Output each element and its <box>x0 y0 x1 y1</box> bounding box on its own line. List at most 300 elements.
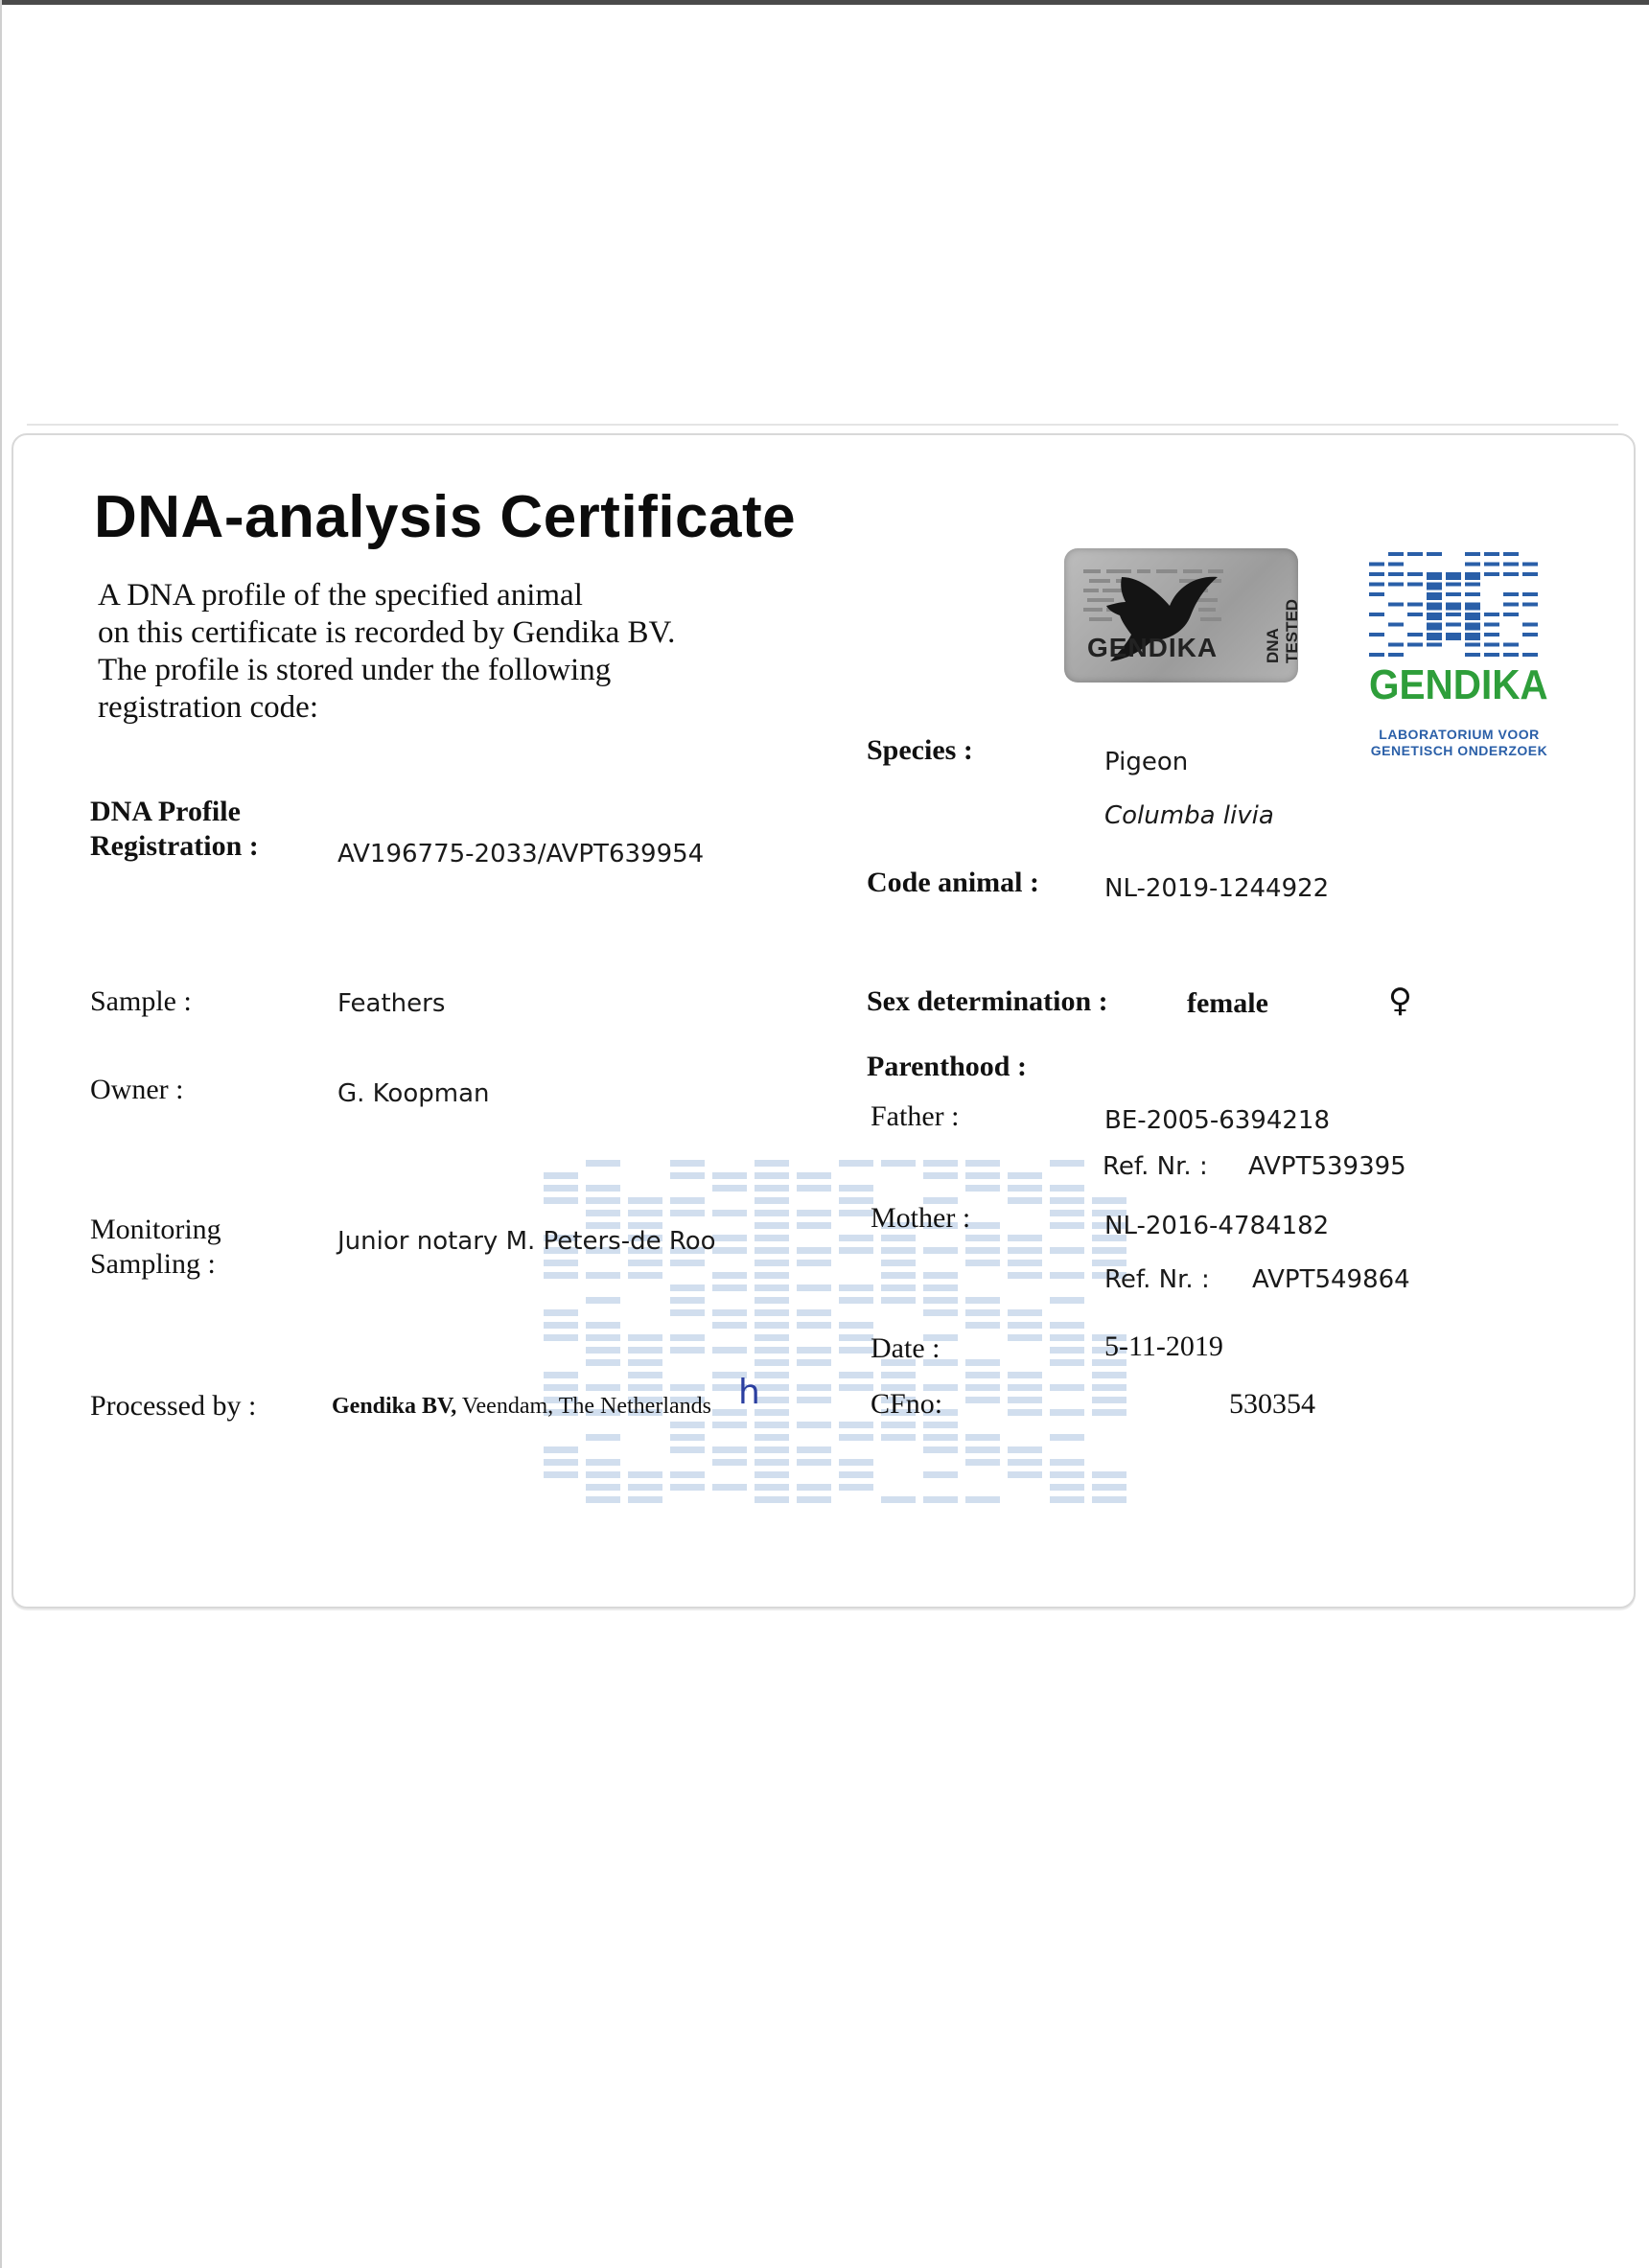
watermark-block <box>670 1446 705 1453</box>
watermark-block <box>839 1347 873 1354</box>
watermark-block <box>839 1160 873 1167</box>
card-edge <box>27 424 1618 426</box>
watermark-block <box>670 1172 705 1179</box>
watermark-block <box>755 1459 789 1466</box>
seal-side-text: DNA TESTED <box>1264 598 1301 663</box>
watermark-block <box>797 1384 831 1391</box>
watermark-block <box>1092 1496 1126 1503</box>
species-latin: Columba livia <box>1104 801 1274 830</box>
watermark-block <box>881 1260 916 1266</box>
watermark-block <box>670 1422 705 1428</box>
mother-ref-label: Ref. Nr. : <box>1104 1265 1210 1294</box>
logo-block <box>1446 603 1461 611</box>
watermark-block <box>586 1484 620 1491</box>
sex-value: female <box>1187 987 1268 1019</box>
father-label: Father : <box>871 1100 960 1132</box>
logo-block <box>1503 592 1519 596</box>
watermark-block <box>628 1260 662 1266</box>
watermark-block <box>839 1284 873 1291</box>
logo-block <box>1369 633 1384 636</box>
watermark-block <box>797 1284 831 1291</box>
logo-block <box>1427 592 1442 600</box>
cfno-value: 530354 <box>1229 1388 1315 1420</box>
watermark-block <box>670 1434 705 1441</box>
intro-line: registration code: <box>98 690 319 725</box>
watermark-block <box>923 1284 958 1291</box>
logo-name: GENDIKA <box>1369 661 1548 708</box>
watermark-block <box>1008 1409 1042 1416</box>
watermark-block <box>755 1197 789 1204</box>
logo-block <box>1484 572 1499 576</box>
logo-subtitle-line: LABORATORIUM VOOR <box>1379 727 1540 742</box>
logo-block <box>1407 633 1423 636</box>
logo-block <box>1388 583 1404 587</box>
watermark-block <box>965 1459 1000 1466</box>
watermark-block <box>923 1309 958 1316</box>
watermark-block <box>797 1247 831 1254</box>
watermark-block <box>965 1172 1000 1179</box>
watermark-block <box>628 1359 662 1366</box>
watermark-block <box>797 1185 831 1192</box>
watermark-block <box>839 1247 873 1254</box>
watermark-block <box>797 1260 831 1266</box>
dna-tested-seal <box>1064 548 1301 683</box>
watermark-block <box>544 1309 578 1316</box>
watermark-block <box>712 1422 747 1428</box>
watermark-block <box>1092 1197 1126 1204</box>
watermark-block <box>839 1384 873 1391</box>
logo-block <box>1503 653 1519 657</box>
watermark-block <box>1008 1446 1042 1453</box>
logo-block <box>1522 572 1538 576</box>
watermark-block <box>544 1334 578 1341</box>
watermark-block <box>923 1434 958 1441</box>
logo-block <box>1427 583 1442 590</box>
watermark-block <box>965 1222 1000 1229</box>
watermark-block <box>1008 1397 1042 1403</box>
watermark-block <box>712 1185 747 1192</box>
processed-place: Veendam, The Netherlands <box>456 1394 711 1419</box>
watermark-block <box>839 1471 873 1478</box>
watermark-block <box>628 1384 662 1391</box>
watermark-block <box>1050 1322 1084 1329</box>
watermark-block <box>965 1185 1000 1192</box>
gendika-logo-icon <box>1369 552 1547 667</box>
logo-block <box>1407 552 1423 556</box>
watermark-block <box>1008 1322 1042 1329</box>
watermark-block <box>923 1496 958 1503</box>
watermark-block <box>797 1322 831 1329</box>
scan-edge-top <box>0 0 1649 5</box>
watermark-block <box>797 1222 831 1229</box>
watermark-block <box>839 1334 873 1341</box>
watermark-block <box>586 1434 620 1441</box>
watermark-block <box>923 1247 958 1254</box>
watermark-block <box>965 1247 1000 1254</box>
watermark-block <box>1008 1185 1042 1192</box>
watermark-block <box>628 1484 662 1491</box>
logo-block <box>1427 623 1442 631</box>
watermark-block <box>712 1172 747 1179</box>
logo-block <box>1503 563 1519 567</box>
watermark-block <box>881 1247 916 1254</box>
watermark-block <box>670 1260 705 1266</box>
logo-block <box>1522 653 1538 657</box>
watermark-block <box>544 1372 578 1378</box>
logo-block <box>1465 633 1480 640</box>
logo-block <box>1369 653 1384 657</box>
watermark-block <box>586 1471 620 1478</box>
watermark-block <box>797 1496 831 1503</box>
watermark-block <box>586 1334 620 1341</box>
watermark-block <box>670 1471 705 1478</box>
watermark-block <box>1050 1409 1084 1416</box>
watermark-block <box>544 1197 578 1204</box>
watermark-block <box>712 1459 747 1466</box>
logo-block <box>1465 613 1480 620</box>
logo-block <box>1484 563 1499 567</box>
code-animal-label: Code animal : <box>867 867 1039 898</box>
watermark-block <box>1008 1260 1042 1266</box>
logo-block <box>1446 583 1461 587</box>
watermark-block <box>1008 1471 1042 1478</box>
logo-block <box>1446 613 1461 616</box>
watermark-block <box>1008 1272 1042 1279</box>
watermark-block <box>755 1160 789 1167</box>
watermark-block <box>1050 1484 1084 1491</box>
logo-subtitle-line: GENETISCH ONDERZOEK <box>1370 743 1548 758</box>
logo-block <box>1465 552 1480 556</box>
logo-block <box>1427 643 1442 647</box>
watermark-block <box>1050 1347 1084 1354</box>
watermark-block <box>965 1235 1000 1241</box>
watermark-block <box>1092 1247 1126 1254</box>
processed-label: Processed by : <box>90 1390 257 1422</box>
logo-block <box>1503 603 1519 607</box>
logo-block <box>1484 633 1499 636</box>
watermark-block <box>1050 1496 1084 1503</box>
cfno-label: CFno: <box>871 1388 943 1420</box>
watermark-block <box>965 1309 1000 1316</box>
watermark-block <box>544 1322 578 1329</box>
watermark-block <box>923 1446 958 1453</box>
watermark-block <box>755 1284 789 1291</box>
watermark-block <box>586 1347 620 1354</box>
watermark-block <box>586 1185 620 1192</box>
date-label: Date : <box>871 1332 941 1364</box>
watermark-block <box>1008 1372 1042 1378</box>
watermark-block <box>1008 1247 1042 1254</box>
watermark-block <box>544 1272 578 1279</box>
watermark-block <box>755 1297 789 1304</box>
logo-block <box>1388 563 1404 567</box>
watermark-block <box>1008 1197 1042 1204</box>
watermark-block <box>881 1160 916 1167</box>
watermark-block <box>839 1434 873 1441</box>
watermark-block <box>881 1422 916 1428</box>
watermark-block <box>755 1247 789 1254</box>
mother-label: Mother : <box>871 1202 971 1234</box>
watermark-block <box>712 1210 747 1216</box>
logo-block <box>1484 623 1499 627</box>
watermark-block <box>1050 1297 1084 1304</box>
watermark-block <box>965 1359 1000 1366</box>
watermark-block <box>755 1434 789 1441</box>
watermark-block <box>1008 1172 1042 1179</box>
watermark-block <box>923 1272 958 1279</box>
watermark-block <box>797 1484 831 1491</box>
watermark-block <box>755 1210 789 1216</box>
watermark-block <box>1050 1210 1084 1216</box>
watermark-block <box>670 1347 705 1354</box>
father-ref-label: Ref. Nr. : <box>1103 1152 1208 1181</box>
watermark-block <box>670 1160 705 1167</box>
page-title: DNA-analysis Certificate <box>94 484 797 550</box>
watermark-block <box>1008 1235 1042 1241</box>
watermark-block <box>586 1459 620 1466</box>
watermark-block <box>670 1197 705 1204</box>
watermark-block <box>586 1297 620 1304</box>
watermark-block <box>1092 1372 1126 1378</box>
watermark-block <box>544 1471 578 1478</box>
watermark-block <box>1092 1471 1126 1478</box>
watermark-block <box>965 1297 1000 1304</box>
logo-block <box>1388 623 1404 627</box>
watermark-block <box>1050 1247 1084 1254</box>
watermark-block <box>628 1334 662 1341</box>
watermark-block <box>881 1297 916 1304</box>
watermark-block <box>544 1172 578 1179</box>
watermark-block <box>544 1446 578 1453</box>
watermark-block <box>628 1210 662 1216</box>
watermark-block <box>839 1322 873 1329</box>
watermark-block <box>881 1496 916 1503</box>
watermark-block <box>839 1459 873 1466</box>
watermark-block <box>755 1272 789 1279</box>
watermark-block <box>628 1372 662 1378</box>
watermark-block <box>839 1235 873 1241</box>
watermark-block <box>712 1484 747 1491</box>
logo-block <box>1369 583 1384 587</box>
watermark-block <box>797 1459 831 1466</box>
watermark-block <box>670 1309 705 1316</box>
watermark-block <box>586 1384 620 1391</box>
logo-block <box>1369 592 1384 596</box>
watermark-block <box>712 1309 747 1316</box>
sample-value: Feathers <box>337 989 446 1018</box>
watermark-block <box>965 1446 1000 1453</box>
watermark-block <box>544 1260 578 1266</box>
watermark-block <box>1008 1459 1042 1466</box>
watermark-block <box>670 1334 705 1341</box>
watermark-block <box>1050 1359 1084 1366</box>
monitoring-label: Monitoring <box>90 1214 221 1245</box>
watermark-block <box>923 1297 958 1304</box>
watermark-block <box>839 1372 873 1378</box>
watermark-block <box>1050 1272 1084 1279</box>
watermark-block <box>923 1160 958 1167</box>
watermark-block <box>923 1471 958 1478</box>
watermark-block <box>628 1272 662 1279</box>
logo-block <box>1522 633 1538 636</box>
watermark-block <box>755 1172 789 1179</box>
logo-block <box>1446 572 1461 580</box>
watermark-block <box>628 1347 662 1354</box>
watermark-block <box>586 1197 620 1204</box>
logo-block <box>1446 592 1461 596</box>
logo-block <box>1465 583 1480 587</box>
watermark-block <box>544 1459 578 1466</box>
monitoring-value: Junior notary M. Peters-de Roo <box>337 1227 716 1256</box>
logo-block <box>1446 633 1461 640</box>
watermark-block <box>797 1172 831 1179</box>
watermark-block <box>965 1397 1000 1403</box>
intro-line: on this certificate is recorded by Gendika BV. <box>98 615 676 650</box>
logo-block <box>1407 613 1423 616</box>
watermark-block <box>1092 1409 1126 1416</box>
father-value: BE-2005-6394218 <box>1104 1106 1330 1135</box>
watermark-block <box>670 1484 705 1491</box>
mother-ref-value: AVPT549864 <box>1252 1265 1410 1294</box>
logo-block <box>1388 643 1404 647</box>
logo-block <box>1369 572 1384 576</box>
watermark-block <box>755 1471 789 1478</box>
seal-brand: GENDIKA <box>1087 633 1219 662</box>
watermark-block <box>628 1496 662 1503</box>
watermark-block <box>670 1284 705 1291</box>
species-label: Species : <box>867 734 973 766</box>
logo-block <box>1503 572 1519 576</box>
watermark-block <box>797 1422 831 1428</box>
logo-block <box>1427 633 1442 640</box>
watermark-block <box>544 1185 578 1192</box>
logo-block <box>1484 613 1499 616</box>
watermark-block <box>755 1334 789 1341</box>
watermark-block <box>755 1222 789 1229</box>
watermark-block <box>1008 1334 1042 1341</box>
watermark-block <box>1008 1309 1042 1316</box>
logo-block <box>1484 653 1499 657</box>
sex-determination-label: Sex determination : <box>867 985 1108 1017</box>
watermark-block <box>797 1446 831 1453</box>
watermark-block <box>923 1172 958 1179</box>
watermark-block <box>1050 1185 1084 1192</box>
watermark-block <box>1050 1160 1084 1167</box>
watermark-block <box>712 1322 747 1329</box>
watermark-block <box>628 1197 662 1204</box>
processed-value <box>332 1394 711 1420</box>
logo-block <box>1465 643 1480 647</box>
watermark-block <box>797 1397 831 1403</box>
watermark-block <box>839 1210 873 1216</box>
watermark-block <box>755 1347 789 1354</box>
watermark-block <box>712 1347 747 1354</box>
watermark-block <box>1050 1471 1084 1478</box>
intro-line: A DNA profile of the specified animal <box>98 578 583 613</box>
watermark-block <box>1092 1484 1126 1491</box>
watermark-block <box>1092 1384 1126 1391</box>
dna-profile-label: DNA Profile <box>90 796 241 827</box>
certificate-card <box>12 433 1636 1608</box>
owner-value: G. Koopman <box>337 1079 490 1108</box>
watermark-block <box>586 1210 620 1216</box>
watermark-block <box>881 1272 916 1279</box>
logo-block <box>1388 552 1404 556</box>
watermark-block <box>1050 1222 1084 1229</box>
watermark-block <box>755 1359 789 1366</box>
parenthood-label: Parenthood : <box>867 1051 1027 1082</box>
watermark-block <box>965 1496 1000 1503</box>
code-animal-value: NL-2019-1244922 <box>1104 874 1330 903</box>
watermark-block <box>670 1210 705 1216</box>
watermark-block <box>586 1322 620 1329</box>
watermark-pattern <box>544 1160 1133 1505</box>
watermark-block <box>965 1384 1000 1391</box>
logo-block <box>1407 603 1423 607</box>
watermark-block <box>1008 1384 1042 1391</box>
logo-block <box>1407 643 1423 647</box>
logo-block <box>1407 572 1423 576</box>
watermark-block <box>712 1284 747 1291</box>
monitoring-label: Sampling : <box>90 1248 216 1280</box>
logo-block <box>1427 613 1442 620</box>
watermark-block <box>586 1359 620 1366</box>
logo-block <box>1407 583 1423 587</box>
dna-profile-label: Registration : <box>90 830 259 862</box>
species-common: Pigeon <box>1104 748 1189 776</box>
logo-block <box>1388 572 1404 576</box>
logo-block <box>1369 613 1384 616</box>
logo-block <box>1503 643 1519 647</box>
signature-mark: h <box>738 1373 760 1412</box>
logo-block <box>1427 603 1442 611</box>
watermark-block <box>881 1372 916 1378</box>
logo-block <box>1465 623 1480 631</box>
watermark-block <box>965 1372 1000 1378</box>
watermark-block <box>755 1309 789 1316</box>
female-symbol-icon: ♀ <box>1388 982 1412 1020</box>
logo-block <box>1388 653 1404 657</box>
sample-label: Sample : <box>90 985 192 1017</box>
watermark-block <box>628 1471 662 1478</box>
watermark-block <box>544 1384 578 1391</box>
watermark-block <box>965 1322 1000 1329</box>
logo-block <box>1484 643 1499 647</box>
watermark-block <box>755 1422 789 1428</box>
watermark-block <box>965 1434 1000 1441</box>
watermark-block <box>670 1297 705 1304</box>
watermark-block <box>965 1160 1000 1167</box>
watermark-block <box>797 1347 831 1354</box>
watermark-block <box>839 1484 873 1491</box>
watermark-block <box>881 1235 916 1241</box>
watermark-block <box>1050 1459 1084 1466</box>
owner-label: Owner : <box>90 1074 184 1105</box>
logo-block <box>1503 552 1519 556</box>
watermark-block <box>755 1185 789 1192</box>
watermark-block <box>839 1185 873 1192</box>
watermark-block <box>755 1235 789 1241</box>
watermark-block <box>1050 1434 1084 1441</box>
watermark-block <box>1050 1384 1084 1391</box>
scan-edge-left <box>0 0 2 2268</box>
logo-block <box>1446 623 1461 627</box>
watermark-block <box>839 1197 873 1204</box>
watermark-block <box>755 1496 789 1503</box>
logo-block <box>1388 603 1404 607</box>
intro-line: The profile is stored under the following <box>98 653 612 687</box>
watermark-block <box>755 1322 789 1329</box>
